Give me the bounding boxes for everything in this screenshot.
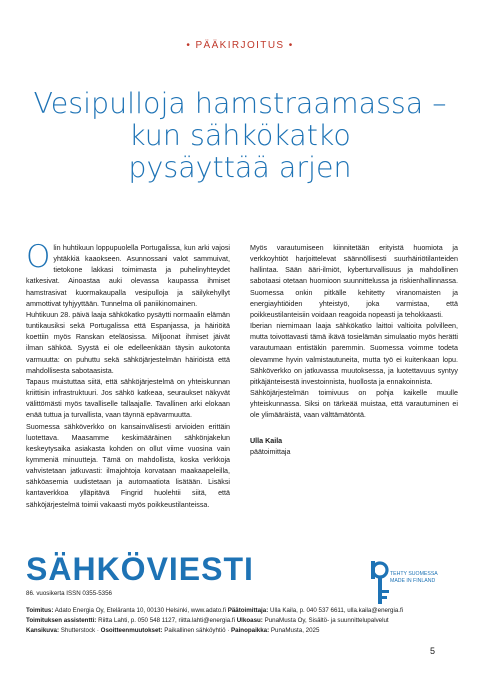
headline-line-2: kun sähkökatko — [129, 119, 351, 152]
credits — [26, 606, 456, 636]
credits-label: Painopaikka: — [231, 627, 270, 634]
article-paragraph: Huhtikuun 28. päivä laaja sähkökatko pysäytti normaalin elämän tuntikausiksi sekä Portugalissa että Espanjassa, ja häiriöitä koettiin myös Ranskan eteläosissa. Miljoonat ihmiset jäivät ilman sähköä. Syystä ei ole edelleenkään täysin aukotonta varmuutta: on puhuttu sekä sähköjärjestelmän häiriöistä että mahdollisesta sabotaasista. — [26, 310, 230, 375]
credits-label: Päätoimittaja: — [227, 607, 269, 614]
credits-text: Riitta Lahti, p. 050 548 1127, riitta.lahti@energia.fi — [98, 617, 235, 624]
masthead-title: SÄHKÖVIESTI — [26, 551, 254, 587]
drop-cap: O — [26, 239, 51, 275]
key-flag-icon — [366, 556, 438, 610]
credits-label: Osoitteenmuutokset: — [100, 627, 163, 634]
article-paragraph: Iberian niemimaan laaja sähkökatko laittoi valtioita polvilleen, mutta toivottavasti tämä ikävä tosielämän simulaatio myös herätti varautumaan entistäkin paremmin. Suomessa voimme todeta olevamme hyvin valmistautuneita, mutta työ ei kuitenkaan lopu. Sähköverkko on jatkuvassa muutoksessa, ja luotettavuus syntyy pitkäjänteisestä investoinnista, huollosta ja ennakoinnista. — [250, 322, 458, 386]
paragraph-text: lin huhtikuun loppupuolella Portugalissa, kun arki vajosi yhtäkkiä kaaokseen. Asunnossani valot sammuivat, tietokone lakkasi toimimasta ja puhelinyhteydet katkesivat. Ainoastaa auki olevassa kaupassa ihmiset hamstrasivat kuormakaupalla vesipulloja ja säilykehyllyt ammottivat tyhjyyttään. Tunnelma oli paniikinomainen. — [26, 244, 230, 308]
credits-line-2 — [26, 616, 456, 626]
article-column-right — [250, 243, 458, 458]
credits-text: Ulla Kaila, p. 040 537 6611, ulla.kaila@energia.fi — [270, 607, 404, 614]
credits-text: Adato Energia Oy, Eteläranta 10, 00130 Helsinki, www.adato.fi — [54, 607, 226, 614]
badge-line-2: MADE IN FINLAND — [390, 578, 436, 584]
credits-text: PunaMusta, 2025 — [270, 627, 320, 634]
article-paragraph: Tapaus muistuttaa siitä, että sähköjärjestelmä on yhteiskunnan kriittisin infrastruktuuri. Jos sähkö katkeaa, seuraukset näkyvät välittömästi myös tavalliselle tallaajalle. Tavallinen arki elokaan enää tuttua ja turvallista, vaan täynnä epävarmuutta. — [26, 377, 230, 420]
article-paragraph: Sähköjärjestelmän toimivuus on pohja kaikelle muulle yhteiskunnassa. Siksi on tärkeää muistaa, että varautuminen ei ole ylimääräistä, vaan välttämätöntä. — [250, 389, 458, 420]
credits-label: Ulkoasu: — [236, 617, 263, 624]
signature-name: Ulla Kaila — [250, 436, 283, 445]
credits-line-1 — [26, 606, 456, 616]
headline-line-3: pysäyttää arjen — [128, 151, 352, 184]
credits-text: PunaMusta Oy, Sisältö- ja suunnittelupalvelut — [264, 617, 389, 624]
credits-label: Toimituksen assistentti: — [26, 617, 97, 624]
credits-text: Shutterstock — [60, 627, 96, 634]
kicker-dot-right: • — [288, 40, 294, 51]
article-paragraph: Suomessa sähköverkko on kansainvälisesti arvioiden erittäin luotettava. Maasamme keskimääräinen sähkönjakelun keskeytysaika asiakasta kohden on ollut viime vuosina vain kymmeniä minuutteja. Tämä on mahdollista, koska verkkoja vahvistetaan jatkuvasti: ilmajohtoja korvataan maakaapeleilla, sähköasemia uudistetaan ja automaatiota lisätään. Lisäksi kantaverkkoa ylläpitävä Fingrid huolehtii siitä, että sähköjärjestelmä toimii vakaasti myös poikkeustilanteissa. — [26, 422, 230, 509]
page-number: 5 — [430, 646, 436, 656]
kicker-dot-left: • — [186, 40, 192, 51]
article-paragraph: Myös varautumiseen kiinnitetään erityistä huomiota ja verkkoyhtiöt harjoittelevat säännöllisesti suurhäiriötilanteiden hallintaa. Sään ääri-ilmiöt, kyberturvallisuus ja mahdollinen sabotaasi otetaan huomioon suunnittelussa ja riskienhallinnassa. Suomessa onkin pitkälle kehitetty viranomaisten ja energiayhtiöiden yhteistyö, joka varmistaa, että poikkeustilanteisiin voidaan reagoida nopeasti ja tehokkaasti. — [250, 244, 458, 319]
headline-line-1: Vesipulloja hamstraamassa – — [33, 87, 447, 120]
credits-label: Kansikuva: — [26, 627, 60, 634]
masthead-issn: 86. vuosikerta ISSN 0355-5356 — [26, 590, 112, 597]
article-paragraph — [26, 239, 230, 310]
section-kicker — [0, 40, 480, 51]
kicker-label: PÄÄKIRJOITUS — [195, 40, 285, 51]
credits-text: Paikallinen sähköyhtiö — [164, 627, 226, 634]
credits-label: Toimitus: — [26, 607, 54, 614]
signature-title: päätoimittaja — [250, 447, 291, 456]
badge-line-1: TEHTY SUOMESSA — [390, 571, 438, 577]
article-column-left — [26, 239, 230, 511]
headline — [0, 88, 480, 184]
credits-line-3: Kansikuva: Shutterstock · Osoitteenmuutokset: Paikallinen sähköyhtiö · Painopaikka: PunaMusta, 2025 — [26, 627, 320, 634]
